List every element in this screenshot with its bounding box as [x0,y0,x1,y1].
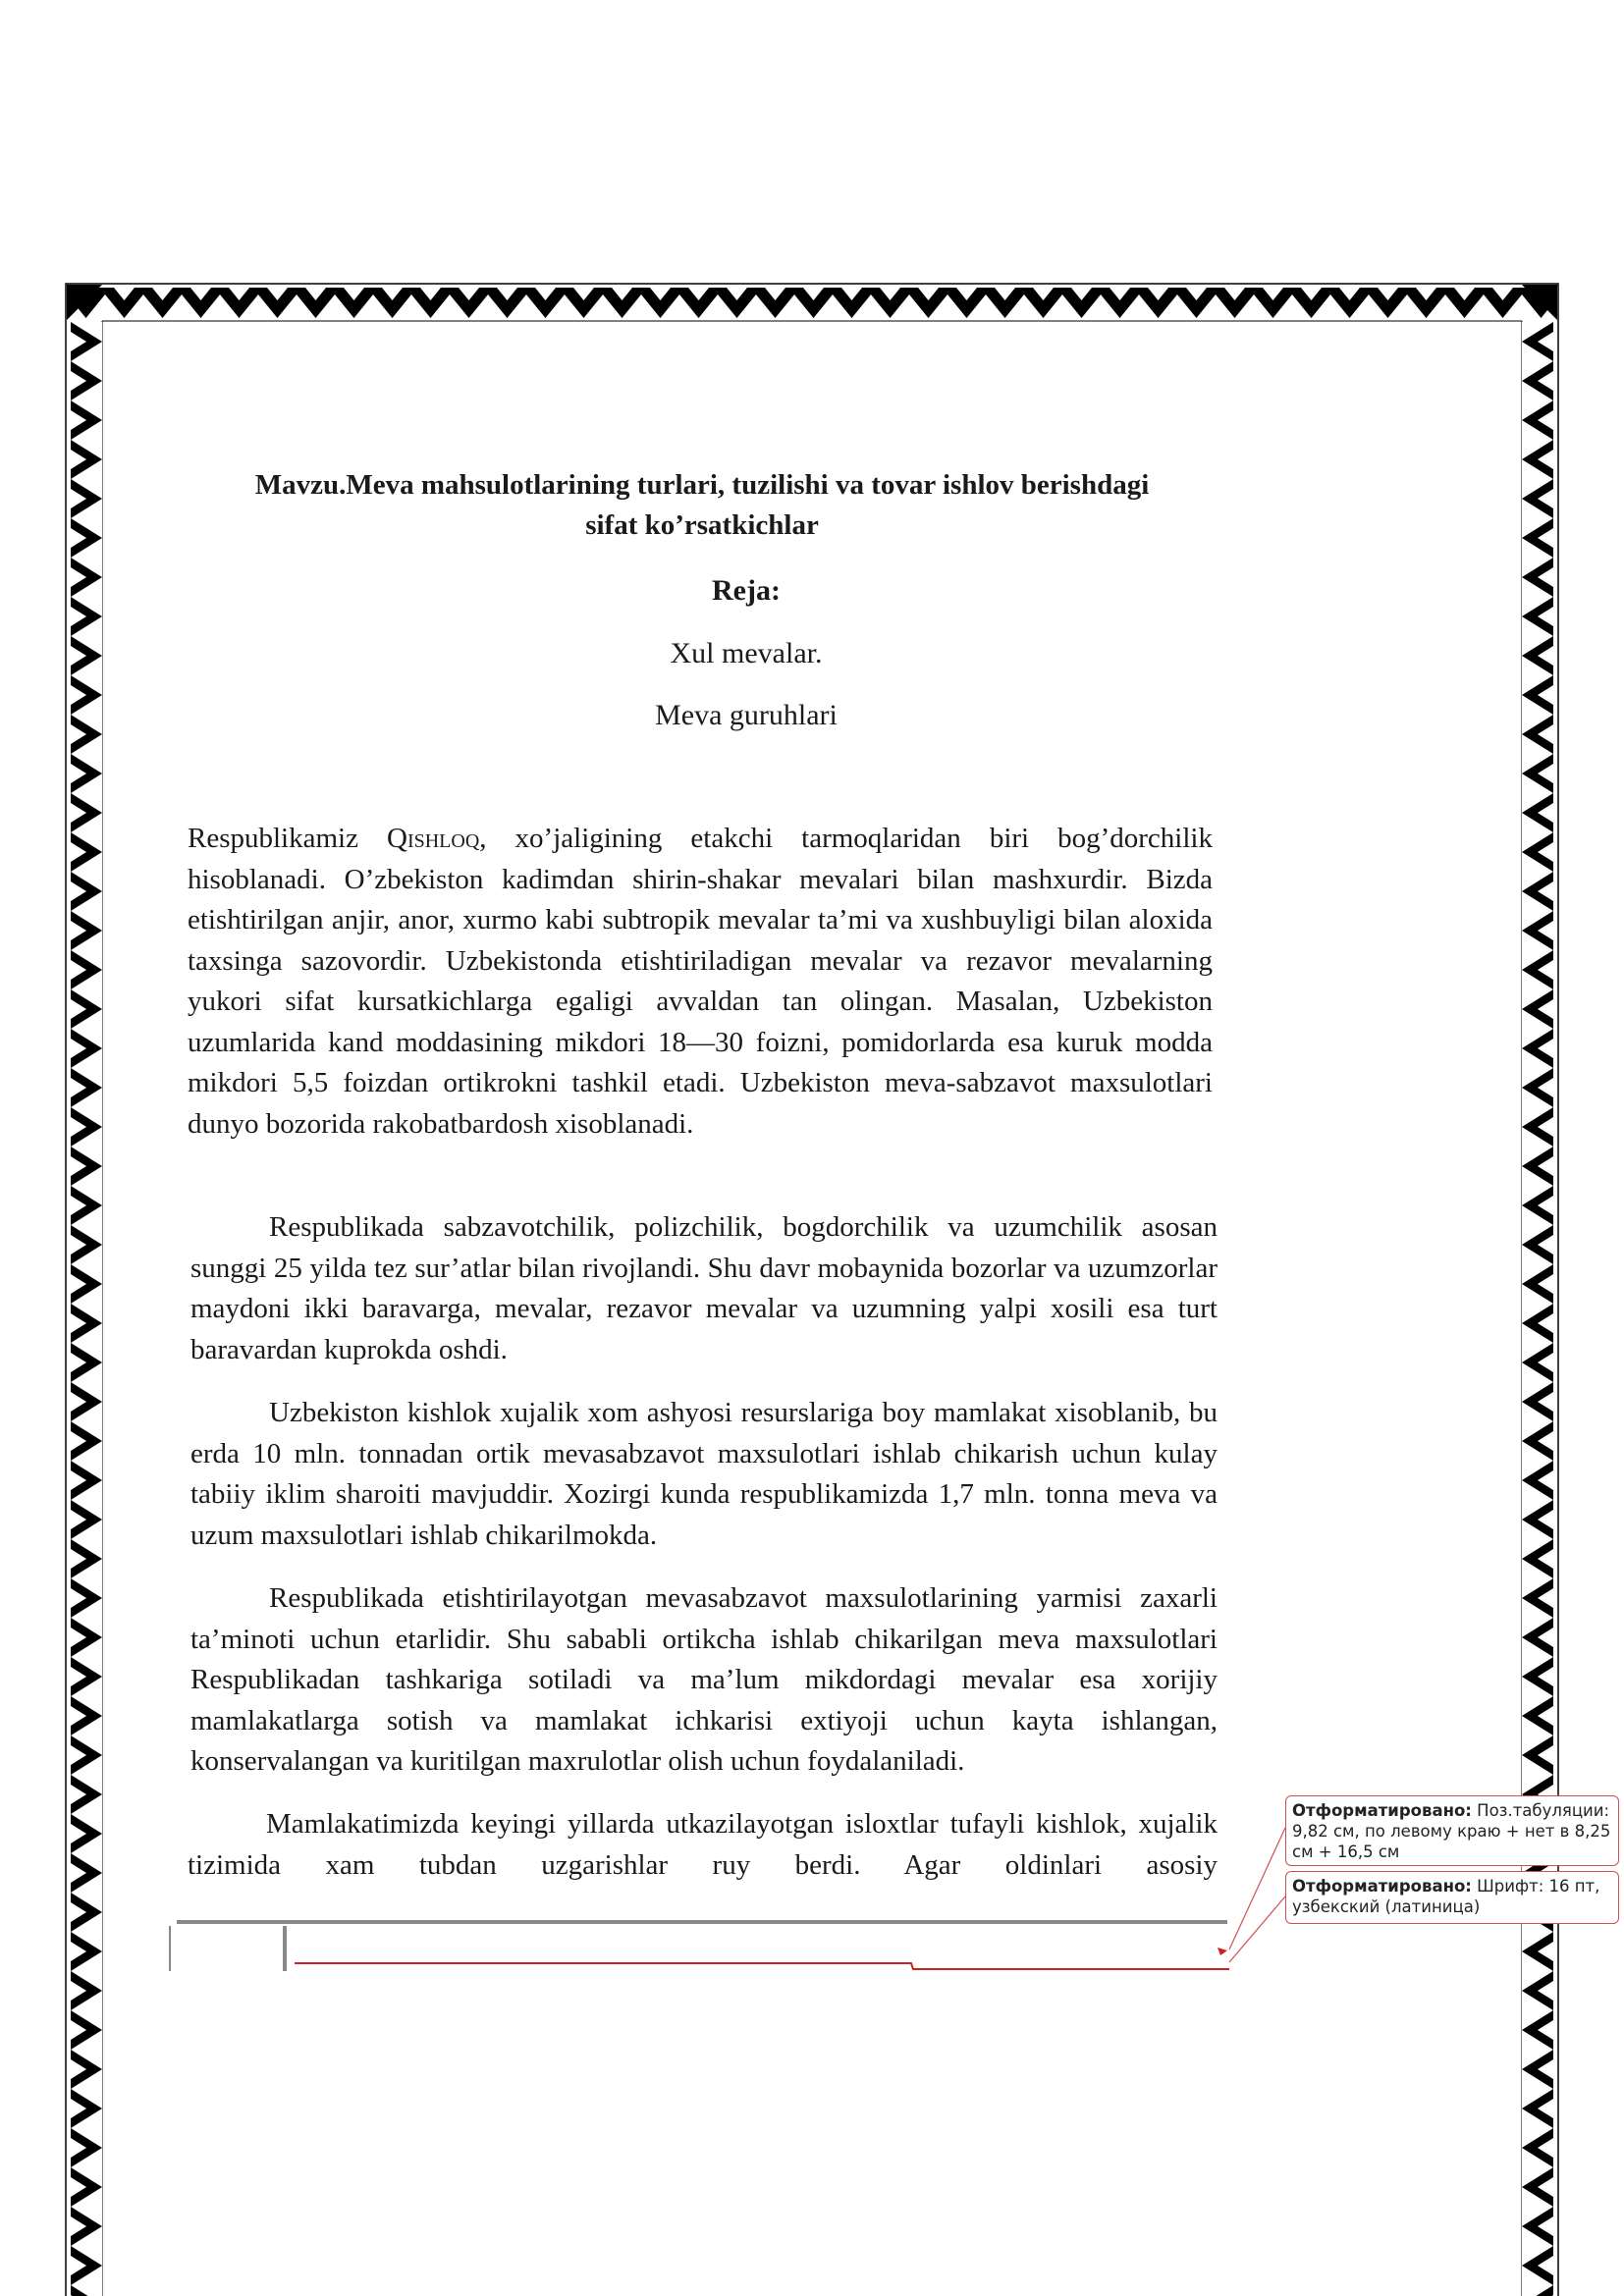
body-paragraph: Respublikada etishtirilayotgan mevasabzavot maxsulotlarining yarmisi zaxarli ta’minoti uchun etarlidir. Shu sababli ortikcha ishlab chikarilgan meva maxsulotlari Respublikadan tashkariga sotiladi va ma’lum mikdordagi mevalar esa xorijiy mamlakatlarga sotish va mamlakat ichkarisi extiyoji uchun kayta ishlangan, konservalangan va kuritilgan maxrulotlar olish uchun foydalaniladi. [190,1582,1218,1777]
plan-heading: Reja: [712,574,781,607]
body-paragraph: Mamlakatimizda keyingi yillarda utkazilayotgan isloxtlar tufayli kishlok, xujalik tizimida xam tubdan uzgarishlar ruy berdi. Agar oldinlari asosiy [188,1808,1218,1881]
comment-label: Отформатировано: [1292,1877,1472,1896]
title-line-2: sifat ko’rsatkichlar [585,509,819,541]
plan-item: Xul mevalar. [670,637,823,669]
paragraph-text: Respublikamiz [188,823,387,854]
body-paragraph: Respublikada sabzavotchilik, polizchilik, bogdorchilik va uzumchilik asosan sunggi 25 yilda tez sur’atlar bilan rivojlandi. Shu davr mobaynida bozorlar va uzumzorlar maydoni ikki baravarga, mevalar, rezavor mevalar va uzumning yalpi xosili esa turt baravardan kuprokda oshdi. [190,1211,1218,1365]
revision-comment[interactable] [1285,1871,1619,1924]
title-line-1: Mavzu.Meva mahsulotlarining turlari, tuzilishi va tovar ishlov berishdagi [254,469,1150,501]
comment-text: Поз.табуляции: 9,82 см, по левому краю + нет в 8,25 см + 16,5 см [1292,1801,1611,1861]
revision-comment[interactable] [1285,1795,1619,1866]
comment-label: Отформатировано: [1292,1801,1472,1820]
body-paragraph: Uzbekiston kishlok xujalik xom ashyosi resurslariga boy mamlakat xisoblanib, bu erda 10 mln. tonnadan ortik mevasabzavot maxsulotlari ishlab chikarish uchun kulay tabiiy iklim sharoiti mavjuddir. Xozirgi kunda respublikamizda 1,7 mln. tonna meva va uzum maxsulotlari ishlab chikarilmokda. [190,1397,1218,1551]
plan-item: Meva guruhlari [655,699,838,731]
small-caps-word: Qishloq [387,823,480,854]
comment-text: Шрифт: 16 пт, узбекский (латиница) [1292,1877,1600,1916]
paragraph-text: , xo’jaligining etakchi tarmoqlaridan biri bog’dorchilik hisoblanadi. O’zbekiston kadimdan shirin-shakar mevalari bilan mashxurdir. Bizda etishtirilgan anjir, anor, xurmo kabi subtropik mevalar ta’mi va xushbuyligi bilan aloxida taxsinga sazovordir. Uzbekistonda etishtiriladigan mevalar va rezavor mevalarning yukori sifat kursatkichlarga egaligi avvaldan tan olingan. Masalan, Uzbekiston uzumlarida kand moddasining mikdori 18—30 foizni, pomidorlarda esa kuruk modda mikdori 5,5 foizdan ortikrokni tashkil etadi. Uzbekiston meva-sabzavot maxsulotlari dunyo bozorida rakobatbardosh xisoblanadi. [188,823,1213,1140]
